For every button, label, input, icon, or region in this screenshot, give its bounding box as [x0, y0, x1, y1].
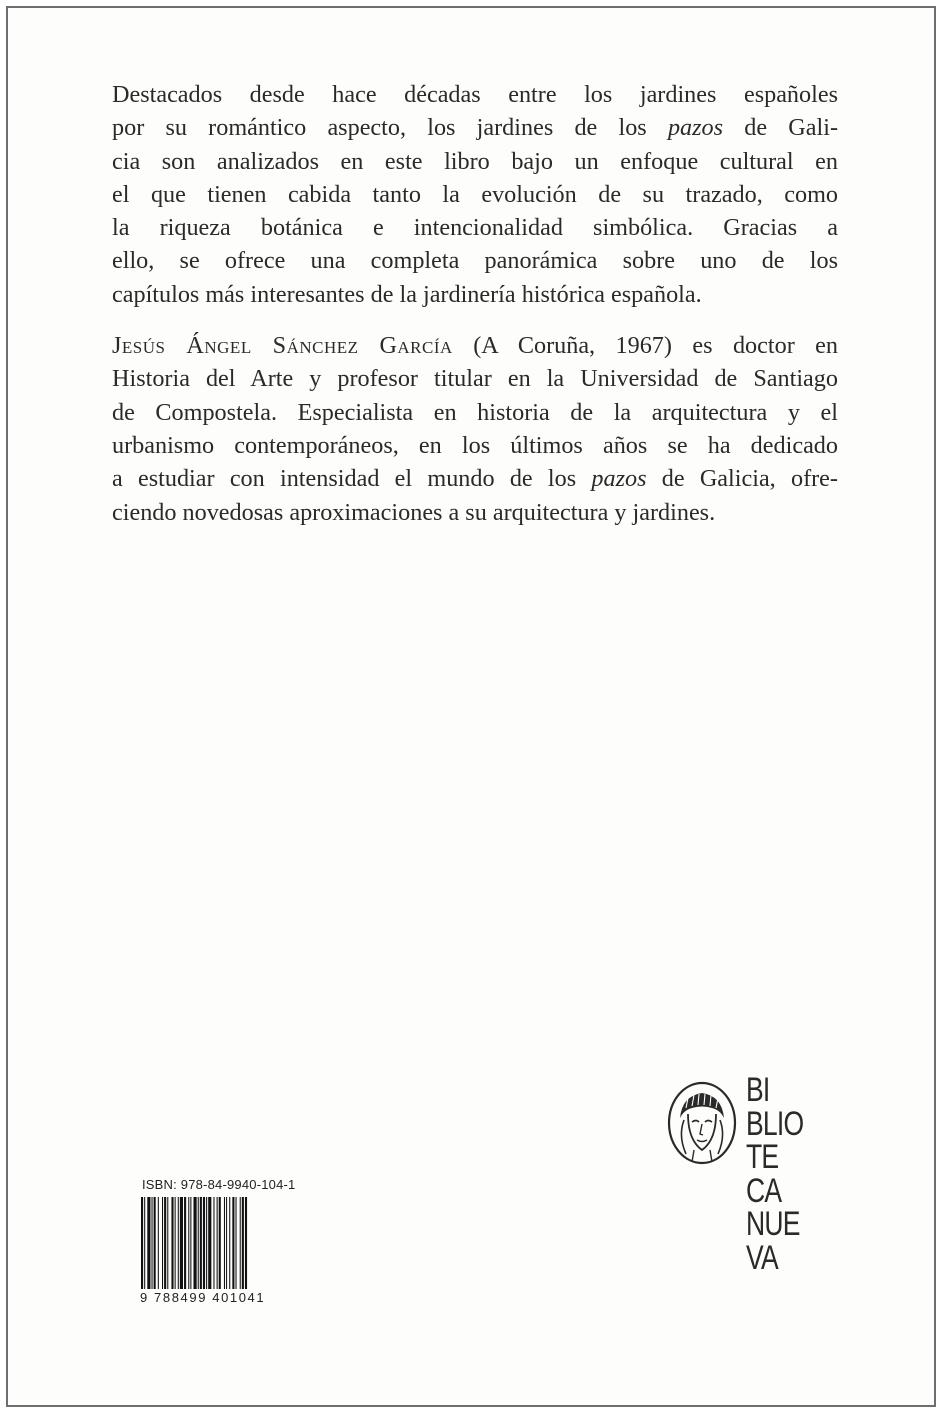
wordmark-line: CA — [746, 1171, 782, 1210]
italic-term: pazos — [667, 114, 724, 142]
wordmark-line: VA — [746, 1238, 778, 1277]
wordmark-line: BLIO — [746, 1104, 804, 1143]
wordmark-line: BI — [746, 1071, 770, 1109]
description-paragraph — [112, 78, 838, 311]
text-line: de Compostela. Especialista en historia de la arquitectura y el — [112, 398, 838, 426]
italic-term: pazos — [591, 465, 647, 493]
text-line: el que tienen cabida tanto la evolución de su trazado, como — [112, 180, 838, 208]
barcode-icon — [140, 1197, 306, 1289]
text-line: la riqueza botánica e intencionalidad simbólica. Gracias a — [112, 214, 838, 242]
classical-head-emblem-icon — [666, 1080, 738, 1166]
text-line: ciendo novedosas aproximaciones a su arquitectura y jardines. — [112, 498, 716, 526]
text-line: Historia del Arte y profesor titular en la Universidad de Santiago — [112, 365, 838, 393]
text-line: cia son analizados en este libro bajo un enfoque cultural en — [112, 147, 838, 175]
barcode-digits: 9 788499 401041 — [140, 1290, 266, 1305]
text-line: Jesús Ángel Sánchez García (A Coruña, 1967) es doctor en — [112, 332, 839, 360]
cover-text — [112, 78, 838, 529]
wordmark-line: NUE — [746, 1205, 800, 1243]
text-line: capítulos más interesantes de la jardinería histórica española. — [112, 280, 702, 308]
publisher-logo — [666, 1071, 846, 1314]
author-name: Jesús Ángel Sánchez García — [112, 332, 453, 360]
isbn-label: ISBN: 978-84-9940-104-1 — [142, 1177, 296, 1192]
isbn-block — [140, 1177, 310, 1305]
text-line: ello, se ofrece una completa panorámica sobre uno de los — [112, 247, 838, 275]
publisher-wordmark — [746, 1071, 819, 1277]
text-line: urbanismo contemporáneos, en los últimos años se ha dedicado — [112, 431, 838, 459]
text-line: por su romántico aspecto, los jardines de los pazos de Gali- — [112, 114, 838, 142]
wordmark-line: TE — [746, 1138, 779, 1176]
text-line: Destacados desde hace décadas entre los jardines españoles — [112, 81, 838, 108]
text-line: a estudiar con intensidad el mundo de los pazos de Galicia, ofre- — [112, 465, 838, 493]
author-bio-paragraph — [112, 329, 838, 529]
